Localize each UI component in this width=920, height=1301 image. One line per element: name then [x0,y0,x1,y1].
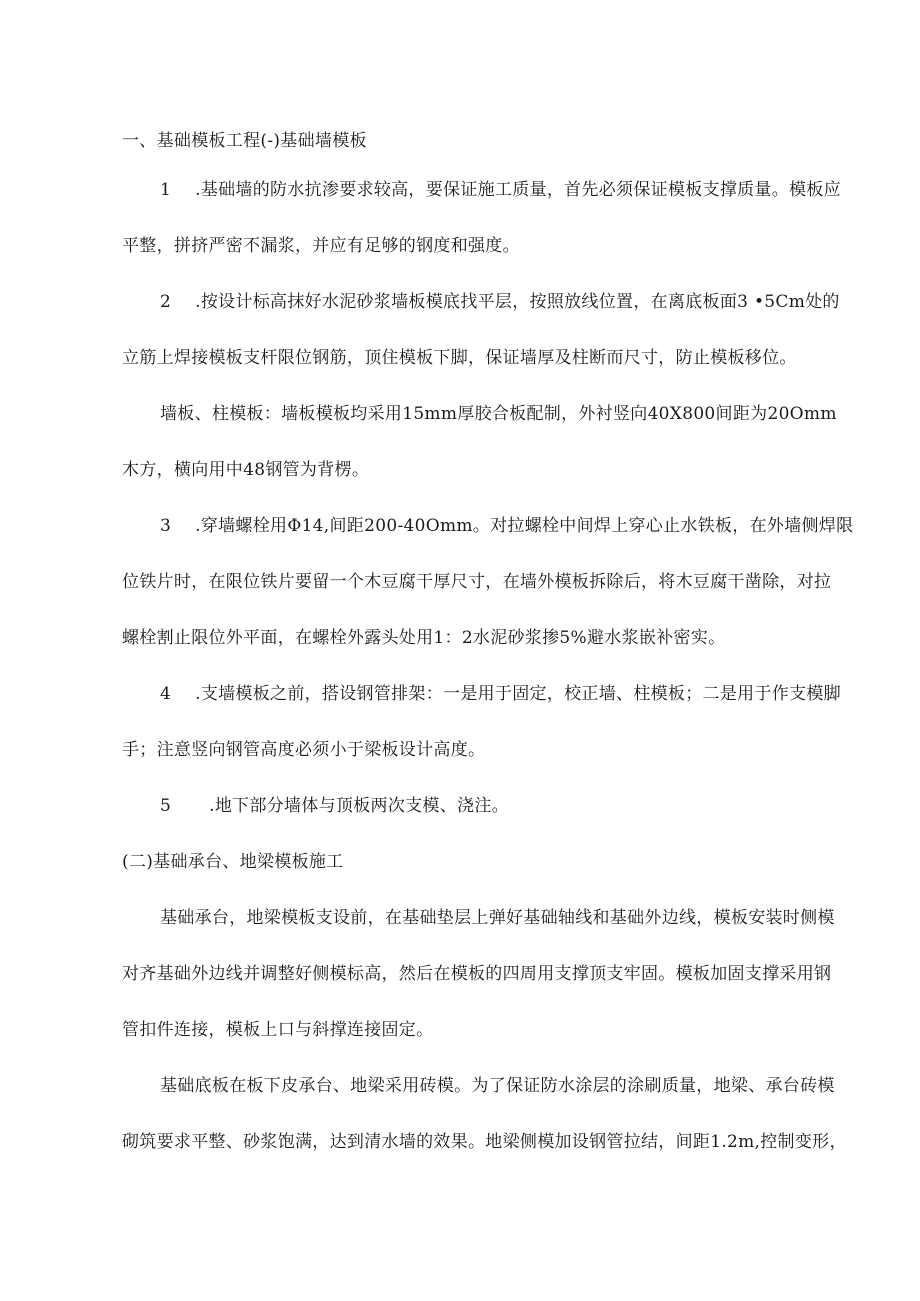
item-text: .穿墙螺栓用Φ14,间距200-40Omm。对拉螺栓中间焊上穿心止水铁板，在外墙侧焊限 [195,516,854,536]
paragraph-4-line-3: 螺栓割止限位外平面，在螺栓外露头处用1：2水泥砂浆掺5%避水浆嵌补密实。 [122,628,726,648]
item-number: 5 [160,796,172,816]
item-text: .地下部分墙体与顶板两次支模、浇注。 [209,796,509,816]
paragraph-3-line-2: 木方，横向用中48钢管为背楞。 [122,460,370,480]
item-number: 4 [160,684,172,704]
section2-paragraph-1-line-3: 管扣件连接，模板上口与斜撑连接固定。 [122,1020,434,1040]
item-text: .基础墙的防水抗渗要求较高，要保证施工质量，首先必须保证模板支撑质量。模板应 [195,180,841,200]
item-number: 1 [160,180,172,200]
paragraph-3-line-1: 墙板、柱模板：墙板模板均采用15mm厚胶合板配制，外衬竖向40X800间距为20Omm [160,404,837,424]
paragraph-2-line-1 [160,291,840,313]
section2-paragraph-2-line-2: 砌筑要求平整、砂浆饱满，达到清水墙的效果。地梁侧模加设钢管拉结，间距1.2m,控制变形， [122,1132,847,1152]
section2-paragraph-2-line-1: 基础底板在板下皮承台、地梁采用砖模。为了保证防水涂层的涂刷质量，地梁、承台砖模 [160,1076,835,1096]
section-heading-1: 一、基础模板工程(-)基础墙模板 [122,131,367,151]
paragraph-1-line-1 [160,179,841,201]
section2-paragraph-1-line-1: 基础承台，地梁模板支设前，在基础垫层上弹好基础轴线和基础外边线，模板安装时侧模 [160,908,835,928]
item-text: .支墙模板之前，搭设钢管排架：一是用于固定，校正墙、柱模板；二是用于作支模脚 [195,684,841,704]
section-heading-2: (二)基础承台、地梁模板施工 [122,852,344,872]
paragraph-2-line-2: 立筋上焊接模板支杆限位钢筋，顶住模板下脚，保证墙厚及柱断而尺寸，防止模板移位。 [122,348,797,368]
paragraph-4-line-2: 位铁片时，在限位铁片要留一个木豆腐干厚尺寸，在墙外模板拆除后，将木豆腐干凿除，对拉 [122,572,832,592]
item-number: 3 [160,516,172,536]
item-number: 2 [160,292,172,312]
paragraph-6-line-1 [160,795,509,817]
paragraph-5-line-1 [160,683,841,705]
section2-paragraph-1-line-2: 对齐基础外边线并调整好侧模标高，然后在模板的四周用支撑顶支牢固。模板加固支撑采用钢 [122,964,832,984]
paragraph-1-line-2: 平整，拼挤严密不漏浆，并应有足够的钢度和强度。 [122,236,520,256]
paragraph-4-line-1 [160,515,853,537]
paragraph-5-line-2: 手；注意竖向钢管高度必须小于梁板设计高度。 [122,740,486,760]
item-text: .按设计标高抹好水泥砂浆墙板模底找平层，按照放线位置，在离底板面3 •5Cm处的 [195,292,840,312]
